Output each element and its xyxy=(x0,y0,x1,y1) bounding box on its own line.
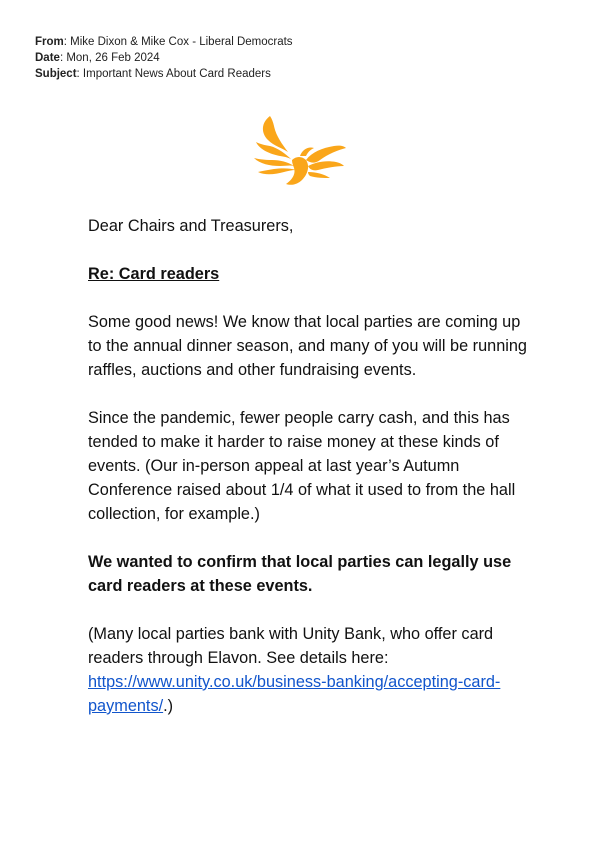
from-label: From xyxy=(35,36,64,48)
re-line: Re: Card readers xyxy=(88,265,220,283)
paragraph-3-bold: We wanted to confirm that local parties can legally use card readers at these events. xyxy=(88,553,512,595)
subject-label: Subject xyxy=(35,68,77,80)
paragraph-4 xyxy=(88,622,528,718)
date-value: : Mon, 26 Feb 2024 xyxy=(59,52,160,64)
paragraph-4-suffix: .) xyxy=(163,697,174,715)
unity-bank-link[interactable]: https://www.unity.co.uk/business-banking/accepting-card-payments/ xyxy=(88,673,501,715)
salutation: Dear Chairs and Treasurers, xyxy=(88,217,294,235)
email-header xyxy=(35,34,293,82)
from-line xyxy=(35,34,293,50)
subject-value: : Important News About Card Readers xyxy=(76,68,271,80)
paragraph-4-prefix: (Many local parties bank with Unity Bank, who offer card readers through Elavon. See details here: xyxy=(88,625,494,667)
letter-body xyxy=(88,214,528,742)
date-line xyxy=(35,50,293,66)
from-value: : Mike Dixon & Mike Cox - Liberal Democrats xyxy=(63,36,293,48)
lib-dem-bird-logo-icon xyxy=(252,112,346,188)
date-label: Date xyxy=(35,52,60,64)
paragraph-1: Some good news! We know that local parties are coming up to the annual dinner season, and many of you will be running raffles, auctions and other fundraising events. xyxy=(88,313,527,379)
subject-line xyxy=(35,66,293,82)
paragraph-2: Since the pandemic, fewer people carry cash, and this has tended to make it harder to raise money at these kinds of events. (Our in-person appeal at last year’s Autumn Conference raised about 1/4 of what it used to from the hall collection, for example.) xyxy=(88,409,516,523)
